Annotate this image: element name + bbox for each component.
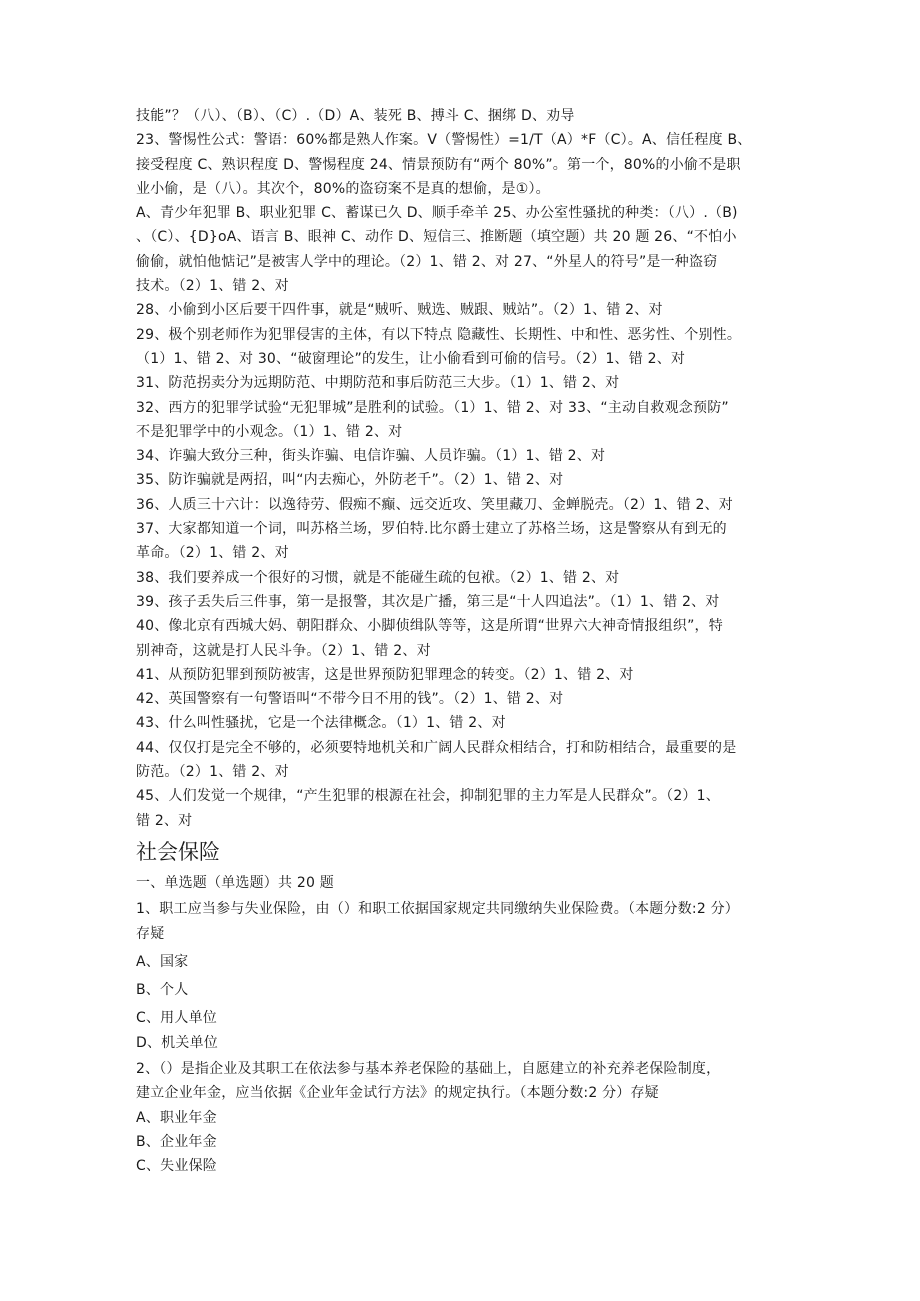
text-line: 44、仅仅打是完全不够的，必须要特地机关和广阔人民群众相结合，打和防相结合，最重要的是 (136, 739, 737, 756)
question-stem: 1、职工应当参与失业保险，由（）和职工依据国家规定共同缴纳失业保险费。（本题分数:2 分） (136, 901, 739, 918)
text-line: 28、小偷到小区后要干四件事，就是“贼听、贼选、贼跟、贼站”。（2）1、错 2、对 (136, 302, 663, 319)
text-line: 、（C）、{D}oA、语言 B、眼神 C、动作 D、短信三、推断题（填空题）共 20 题 26、“不怕小 (136, 229, 737, 246)
text-line: 错 2、对 (136, 812, 193, 829)
question-1 (136, 897, 796, 1055)
text-line: 不是犯罪学中的小观念。（1）1、错 2、对 (136, 423, 403, 440)
text-line: 技术。（2）1、错 2、对 (136, 278, 289, 295)
text-line: （1）1、错 2、对 30、“破窗理论”的发生，让小偷看到可偷的信号。（2）1、错 2、对 (136, 350, 686, 367)
option-a: A、职业年金 (136, 1109, 217, 1126)
text-line: 41、从预防犯罪到预防被害，这是世界预防犯罪理念的转变。（2）1、错 2、对 (136, 666, 634, 683)
text-line: 45、人们发觉一个规律，“产生犯罪的根源在社会，抑制犯罪的主力军是人民群众”。（2）1、 (136, 788, 720, 805)
quiz-answers-block (136, 104, 796, 833)
option-c: C、失业保险 (136, 1158, 217, 1175)
section-title: 社会保险 (136, 839, 220, 864)
text-line: 37、大家都知道一个词，叫苏格兰场，罗伯特.比尔爵士建立了苏格兰场，这是警察从有到无的 (136, 521, 727, 538)
text-line: 别神奇，这就是打人民斗争。（2）1、错 2、对 (136, 642, 431, 659)
text-line: 36、人质三十六计：以逸待劳、假痴不癫、远交近攻、笑里藏刀、金蝉脱壳。（2）1、错 2、对 (136, 496, 733, 513)
option-b: B、企业年金 (136, 1133, 217, 1150)
question-stem: 建立企业年金，应当依据《企业年金试行方法》的规定执行。（本题分数:2 分）存疑 (136, 1085, 659, 1102)
question-stem: 存疑 (136, 925, 165, 942)
option-b: B、个人 (136, 982, 189, 999)
document-body (136, 104, 796, 1178)
text-line: 43、什么叫性骚扰，它是一个法律概念。（1）1、错 2、对 (136, 715, 506, 732)
text-line: 29、极个别老师作为犯罪侵害的主体，有以下特点 隐藏性、长期性、中和性、恶劣性、个别性。 (136, 326, 742, 343)
text-line: 防范。（2）1、错 2、对 (136, 764, 289, 781)
text-line: 32、西方的犯罪学试验“无犯罪城”是胜利的试验。（1）1、错 2、对 33、“主动自救观念预防” (136, 399, 729, 416)
option-c: C、用人单位 (136, 1010, 217, 1027)
text-line: 接受程度 C、熟识程度 D、警惕程度 24、情景预防有“两个 80%”。第一个，80%的小偷不是职 (136, 156, 741, 173)
text-line: A、青少年犯罪 B、职业犯罪 C、蓄谋已久 D、顺手牵羊 25、办公室性骚扰的种类：（八）.（B) (136, 205, 738, 222)
question-stem: 2、（）是指企业及其职工在依法参与基本养老保险的基础上，自愿建立的补充养老保险制度， (136, 1060, 721, 1077)
part-heading: 一、单选题（单选题）共 20 题 (136, 874, 334, 891)
text-line: 业小偷，是（八）。其次个，80%的盗窃案不是真的想偷，是①）。 (136, 180, 550, 197)
text-line: 42、英国警察有一句警语叫“不带今日不用的钱”。（2）1、错 2、对 (136, 691, 564, 708)
text-line: 技能”？（八）、（B）、（C）.（D）A、装死 B、搏斗 C、捆绑 D、劝导 (136, 108, 575, 124)
text-line: 23、警惕性公式：警语：60%都是熟人作案。V（警惕性）=1/T（A）*F（C）。A、信任程度 B、 (136, 132, 752, 149)
question-2 (136, 1057, 796, 1178)
text-line: 40、像北京有西城大妈、朝阳群众、小脚侦缉队等等，这是所谓“世界六大神奇情报组织”，特 (136, 618, 723, 635)
text-line: 39、孩子丢失后三件事，第一是报警，其次是广播，第三是“十人四追法”。（1）1、错 2、对 (136, 593, 720, 610)
text-line: 35、防诈骗就是两招，叫“内去痴心，外防老千”。（2）1、错 2、对 (136, 472, 564, 489)
option-a: A、国家 (136, 953, 189, 970)
text-line: 31、防范拐卖分为远期防范、中期防范和事后防范三大步。（1）1、错 2、对 (136, 375, 620, 392)
text-line: 34、诈骗大致分三种，街头诈骗、电信诈骗、人员诈骗。（1）1、错 2、对 (136, 448, 606, 465)
text-line: 38、我们要养成一个很好的习惯，就是不能碰生疏的包袱。（2）1、错 2、对 (136, 569, 620, 586)
text-line: 偷偷，就怕他惦记”是被害人学中的理论。（2）1、错 2、对 27、“外星人的符号”是一种盗窃 (136, 253, 718, 270)
option-d: D、机关单位 (136, 1034, 218, 1051)
text-line: 革命。（2）1、错 2、对 (136, 545, 289, 562)
